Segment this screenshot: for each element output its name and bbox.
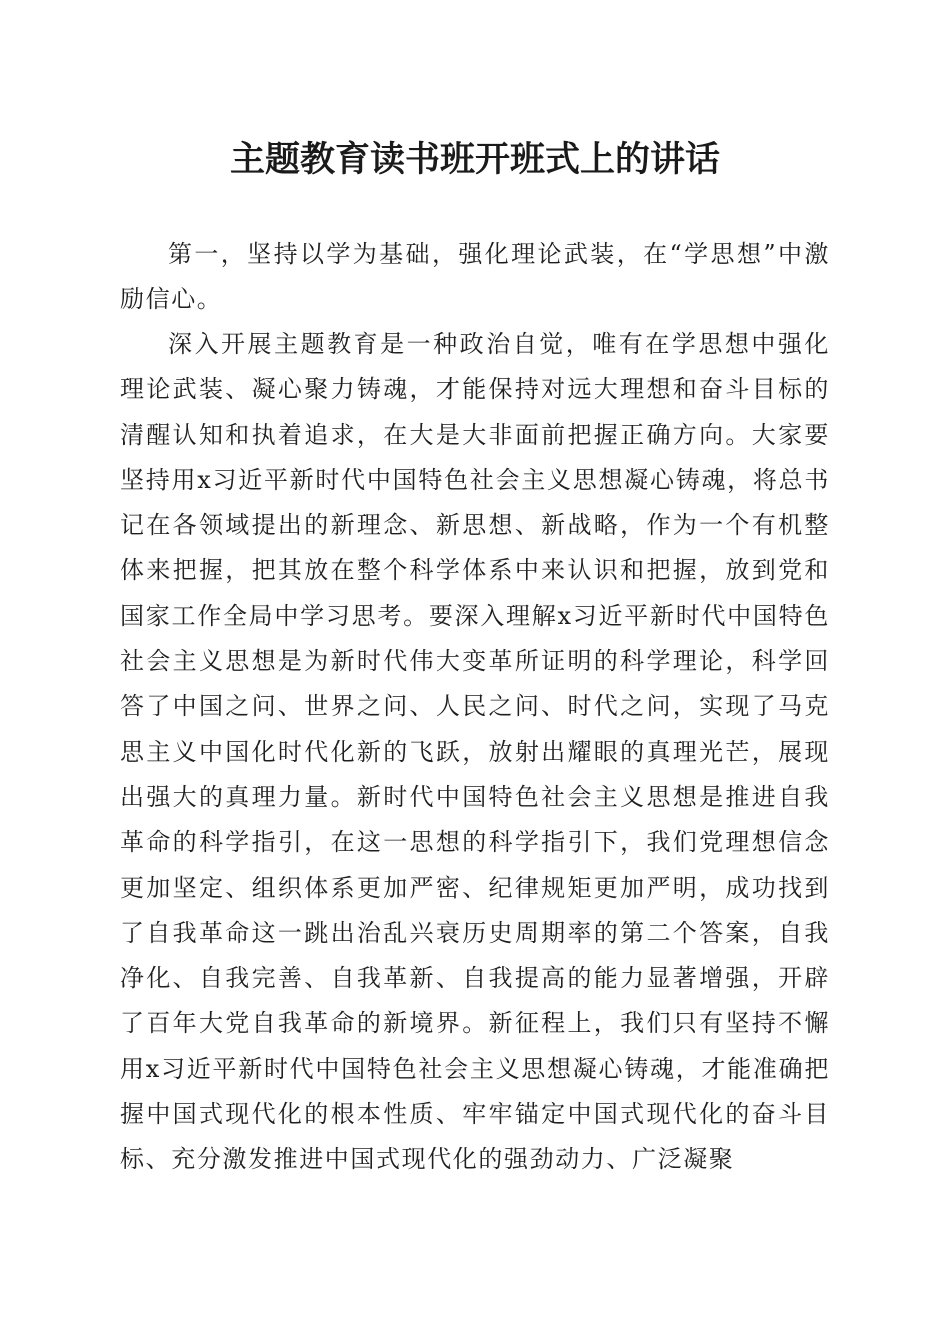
paragraph-body: 深入开展主题教育是一种政治自觉，唯有在学思想中强化理论武装、凝心聚力铸魂，才能保持对远大理想和奋斗目标的清醒认知和执着追求，在大是大非面前把握正确方向。大家要坚持用x习近平新时代中国特色社会主义思想凝心铸魂，将总书记在各领域提出的新理念、新思想、新战略，作为一个有机整体来把握，把其放在整个科学体系中来认识和把握，放到党和国家工作全局中学习思考。要深入理解x习近平新时代中国特色社会主义思想是为新时代伟大变革所证明的科学理论，科学回答了中国之问、世界之问、人民之问、时代之问，实现了马克思主义中国化时代化新的飞跃，放射出耀眼的真理光芒，展现出强大的真理力量。新时代中国特色社会主义思想是推进自我革命的科学指引，在这一思想的科学指引下，我们党理想信念更加坚定、组织体系更加严密、纪律规矩更加严明，成功找到了自我革命这一跳出治乱兴衰历史周期率的第二个答案，自我净化、自我完善、自我革新、自我提高的能力显著增强，开辟了百年大党自我革命的新境界。新征程上，我们只有坚持不懈用x习近平新时代中国特色社会主义思想凝心铸魂，才能准确把握中国式现代化的根本性质、牢牢锚定中国式现代化的奋斗目标、充分激发推进中国式现代化的强劲动力、广泛凝聚 <box>120 330 830 1174</box>
paragraph-heading: 第一，坚持以学为基础，强化理论武装，在“学思想”中激励信心。 <box>120 240 830 314</box>
document-title: 主题教育读书班开班式上的讲话 <box>229 139 720 180</box>
